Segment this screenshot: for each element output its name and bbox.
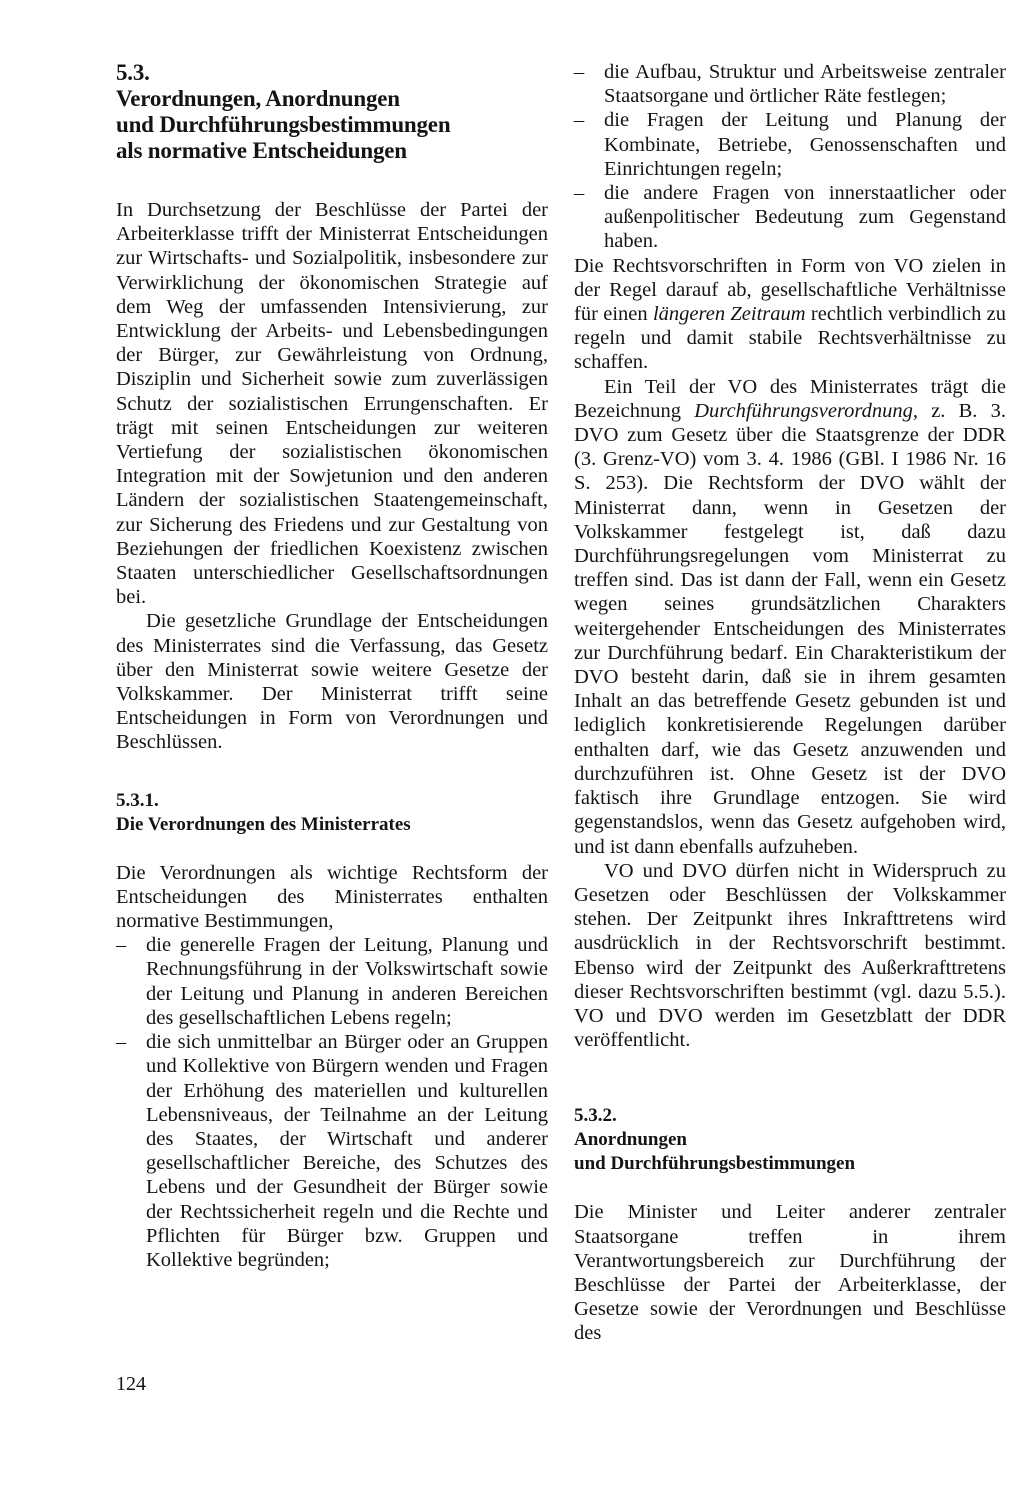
subsection-number-1: 5.3.1.	[116, 789, 159, 811]
list-item: – die sich unmittelbar an Bürger oder an Gruppen und Kollektive von Bürgern wenden und Fragen der Erhöhung des materiellen und kulturellen Lebensniveaus, der Teilnahme an der Leitung des Staates, der Wirtschaft und anderer gesellschaftlicher Bereiche, des Schutzes des Lebens und der Gesundheit der Bürger sowie der Rechtssicherheit regeln und die Rechte und Pflichten für Bürger bzw. Gruppen und Kollektive begründen;	[116, 1030, 548, 1272]
section-title-line-2: und Durchführungsbestimmungen	[116, 112, 451, 137]
list-item: – die Fragen der Leitung und Planung der Kombinate, Betriebe, Genossenschaften und Einrichtungen regeln;	[574, 108, 1006, 181]
verordnungen-paragraph-2: Die Rechtsvorschriften in Form von VO zielen in der Regel darauf ab, gesellschaftliche Verhältnisse für einen längeren Zeitraum rechtlich verbindlich zu regeln und damit stabile Rechtsverhältnisse zu schaffen.	[574, 254, 1007, 374]
anordnungen-paragraph-1: Die Minister und Leiter anderer zentraler Staatsorgane treffen in ihrem Verantwortungsbereich zur Durchführung der Beschlüsse der Partei der Arbeiterklasse, der Gesetze sowie der Verordnungen und Beschlüsse des	[574, 1201, 1006, 1345]
subsection-heading-1	[116, 789, 548, 837]
right-column	[574, 60, 1006, 1346]
emphasis-laengerer-zeitraum: längeren Zeitraum	[652, 303, 806, 326]
list-item: – die Aufbau, Struktur und Arbeitsweise zentraler Staatsorgane und örtlicher Räte festlegen;	[574, 60, 1006, 108]
subsection-heading-2	[574, 1104, 1006, 1176]
section-title-line-1: Verordnungen, Anordnungen	[116, 86, 400, 111]
section-heading	[116, 60, 548, 164]
section-number: 5.3.	[116, 60, 150, 85]
verordnungen-paragraph-1: Die Verordnungen als wichtige Rechtsform der Entscheidungen des Ministerrates enthalten normative Bestimmungen,	[116, 861, 548, 933]
intro-paragraph-2: Die gesetzliche Grundlage der Entscheidungen des Ministerrates sind die Verfassung, das Gesetz über den Ministerrat sowie weitere Gesetze der Volkskammer. Der Ministerrat trifft seine Entscheidungen in Form von Verordnungen und Beschlüssen.	[116, 610, 548, 754]
subsection-number-2: 5.3.2.	[574, 1105, 617, 1127]
page-number: 124	[116, 1373, 146, 1395]
verordnungen-paragraph-3: Ein Teil der VO des Ministerrates trägt die Bezeichnung Durchführungsverordnung, z. B. 3. DVO zum Gesetz über die Staatsgrenze der DDR (3. Grenz-VO) vom 3. 4. 1986 (GBl. I 1986 Nr. 16 S. 253). Die Rechtsform der DVO wählt der Ministerrat dann, wenn in Gesetzen der Volkskammer festgelegt ist, daß dazu Durchführungsregelungen vom Ministerrat zu treffen sind. Das ist dann der Fall, wenn ein Gesetz wegen seines grundsätzlichen Charakters weitergehender Entscheidungen des Ministerrates zur Durchführung bedarf. Ein Charakteristikum der DVO besteht darin, daß sie in ihrem gesamten Inhalt an das betreffende Gesetz gebunden ist und lediglich konkretisierende Regelungen darüber enthalten darf, wie das Gesetz anzuwenden und durchzuführen ist. Ohne Gesetz ist der DVO faktisch ihre Grundlage entzogen. Sie wird gegenstandslos, wenn das Gesetz aufgehoben wird, und ist dann ebenfalls aufzuheben.	[574, 375, 1006, 858]
verordnungen-list-right	[574, 60, 1006, 254]
subsection-title-1: Die Verordnungen des Ministerrates	[116, 813, 411, 835]
verordnungen-list-left	[116, 933, 548, 1272]
verordnungen-paragraph-4: VO und DVO dürfen nicht in Widerspruch zu Gesetzen oder Beschlüssen der Volkskammer stehen. Der Zeitpunkt ihres Inkrafttretens wird ausdrücklich in der Rechtsvorschrift bestimmt. Ebenso wird der Zeitpunkt des Außerkrafttretens dieser Rechtsvorschriften bestimmt (vgl. dazu 5.5.). VO und DVO werden im Gesetzblatt der DDR veröffentlicht.	[574, 859, 1006, 1052]
subsection-title-2-line-2: und Durchführungsbestimmungen	[574, 1153, 856, 1175]
emphasis-durchfuehrungsverordnung: Durchführungsverordnung,	[694, 399, 918, 422]
section-title-line-3: als normative Entscheidungen	[116, 138, 407, 163]
list-item: – die andere Fragen von innerstaatlicher oder außenpolitischer Bedeutung zum Gegenstand haben.	[574, 181, 1006, 254]
list-item: – die generelle Fragen der Leitung, Planung und Rechnungsführung in der Volkswirtschaft sowie der Leitung und Planung in anderen Bereichen des gesellschaftlichen Lebens regeln;	[116, 933, 548, 1030]
subsection-title-2-line-1: Anordnungen	[574, 1129, 687, 1151]
intro-paragraph-1: In Durchsetzung der Beschlüsse der Partei der Arbeiterklasse trifft der Ministerrat Entscheidungen zur Wirtschafts- und Sozialpolitik, insbesondere zur Verwirklichung der ökonomischen Strategie auf dem Weg der umfassenden Intensivierung, zur Entwicklung der Arbeits- und Lebensbedingungen der Bürger, zur Gewährleistung von Ordnung, Disziplin und Sicherheit sowie zum zuverlässigen Schutz der sozialistischen Errungenschaften. Er trägt mit seinen Entscheidungen zur weiteren Vertiefung der sozialistischen ökonomischen Integration mit der Sowjetunion und den anderen Ländern der sozialistischen Staatengemeinschaft, zur Sicherung des Friedens und zur Gestaltung von Beziehungen der friedlichen Koexistenz zwischen Staaten unterschiedlicher Gesellschaftsordnungen bei.	[116, 199, 548, 609]
left-column	[116, 60, 548, 1272]
